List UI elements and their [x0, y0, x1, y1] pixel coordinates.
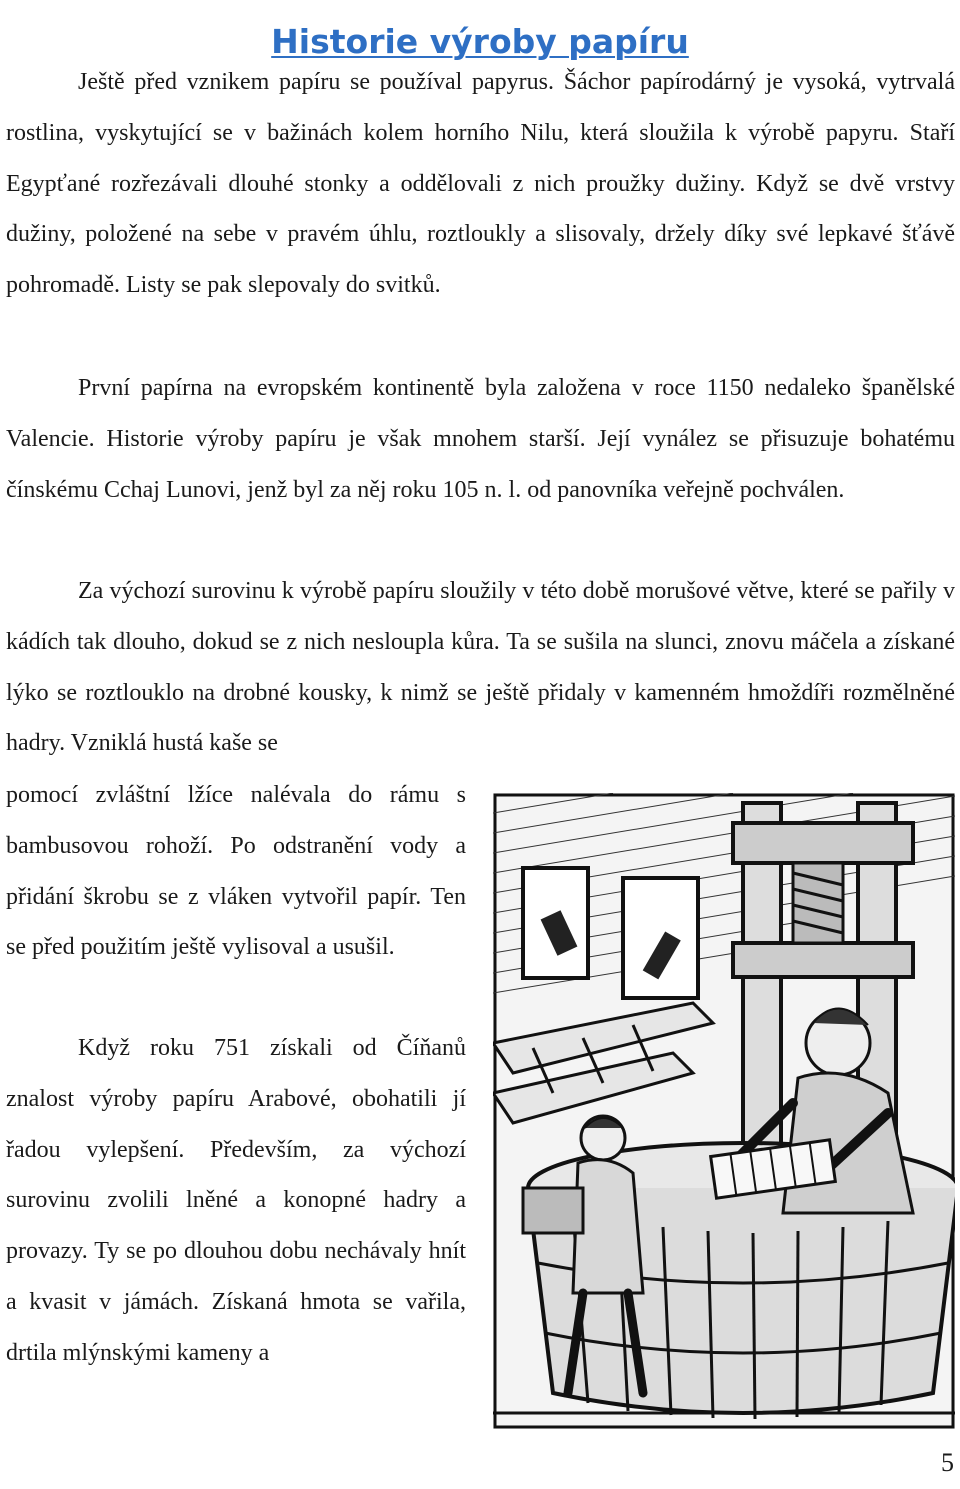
papermaker-woodcut-illustration — [493, 793, 955, 1429]
page-title: Historie výroby papíru — [271, 22, 689, 62]
paragraph-raw-material-continued: pomocí zvláštní lžíce nalévala do rámu s bambusovou rohoží. Po odstranění vody a přidání škrobu se z vláken vytvořil papír. Ten se před použitím ještě vylisoval a usušil. — [6, 782, 466, 961]
paragraph-arabs: Když roku 751 získali od Číňanů znalost výroby papíru Arabové, obohatili jí řadou vylepšení. Především, za výchozí surovinu zvolili lněné a konopné hadry a provazy. Ty se po dlouhou dobu nechávaly hnít a kvasit v jámách. Získaná hmota se vařila, drtila mlýnskými kameny a — [6, 1035, 466, 1366]
paragraph-raw-material: Za výchozí surovinu k výrobě papíru sloužily v této době morušové větve, které se pařily v kádích tak dlouho, dokud se z nich nesloupla kůra. Ta se sušila na slunci, znovu máčela a získané lýko se roztlouklo na drobné kousky, k nimž se ještě přidaly v kamenném hmoždíři rozmělněné hadry. Vzniklá hustá kaše se — [6, 578, 955, 757]
paragraph-first-paper-mill: První papírna na evropském kontinentě byla založena v roce 1150 nedaleko španělské Valencie. Historie výroby papíru je však mnohem starší. Její vynález se přisuzuje bohatému čínskému Cchaj Lunovi, jenž byl za něj roku 105 n. l. od panovníka veřejně pochválen. — [6, 375, 955, 503]
page-number: 5 — [941, 1448, 954, 1477]
paragraph-papyrus: Ještě před vznikem papíru se používal papyrus. Šáchor papírodárný je vysoká, vytrvalá rostlina, vyskytující se v bažinách kolem horního Nilu, která sloužila k výrobě papyru. Staří Egypťané rozřezávali dlouhé stonky a oddělovali z nich proužky dužiny. Když se dvě vrstvy dužiny, položené na sebe v pravém úhlu, roztloukly a slisovaly, držely díky své lepkavé šťávě pohromadě. Listy se pak slepovaly do svitků. — [6, 69, 955, 299]
